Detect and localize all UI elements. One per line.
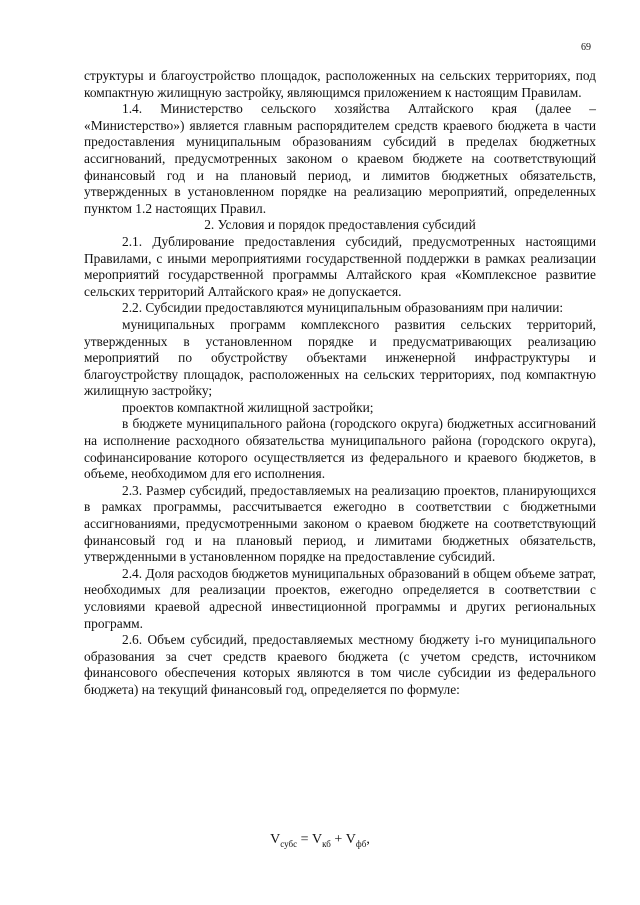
formula-term-2-sub: фб — [355, 838, 367, 849]
formula-term-1-sub: кб — [322, 838, 331, 849]
formula-lhs: V — [270, 832, 281, 847]
formula-tail: , — [366, 832, 370, 847]
paragraph-2-2-item-1: муниципальных программ комплексного развития сельских территорий, утвержденных в установленном порядке и предусматривающих реализацию мероприятий по обустройству объектами инженерной инфраструктуры и благоустройству площадок, расположенных на сельских территориях, под компактную жилищную застройку; — [84, 316, 596, 399]
paragraph-continuation: структуры и благоустройство площадок, расположенных на сельских территориях, под компактную жилищную застройку, являющимся приложением к настоящим Правилам. — [84, 68, 596, 100]
formula-plus: + — [330, 832, 346, 847]
paragraph-2-1: 2.1. Дублирование предоставления субсидий, предусмотренных настоящими Правилами, с иными мероприятиями государственной поддержки в рамках реализации мероприятий государственной программы Алтайского края «Комплексное развитие сельских территорий Алтайского края» не допускается. — [84, 233, 596, 299]
paragraph-1-4: 1.4. Министерство сельского хозяйства Алтайского края (далее – «Министерство») является главным распорядителем средств краевого бюджета в части предоставления муниципальным образованиям субсидий в пределах бюджетных ассигнований, предусмотренных законом о краевом бюджете на соответствующий финансовый год и на плановый период, и лимитов бюджетных обязательств, утвержденных в установленном порядке на реализацию мероприятий, определенных пунктом 1.2 настоящих Правил. — [84, 101, 596, 216]
page-number: 69 — [581, 42, 591, 53]
paragraph-2-2-item-2: проектов компактной жилищной застройки; — [122, 399, 374, 415]
formula-term-1: V — [312, 832, 323, 847]
paragraph-2-3: 2.3. Размер субсидий, предоставляемых на реализацию проектов, планирующихся в рамках программы, рассчитывается ежегодно в соответствии с бюджетными ассигнованиями, предусмотренными законом о краевом бюджете на соответствующий финансовый год и на плановый период, и лимитами бюджетных обязательств, утвержденными в установленном порядке на предоставление субсидий. — [84, 482, 596, 565]
section-heading: 2. Условия и порядок предоставления субсидий — [204, 217, 476, 233]
paragraph-2-2: 2.2. Субсидии предоставляются муниципальным образованиям при наличии: — [122, 300, 564, 316]
formula — [0, 832, 640, 849]
paragraph-2-6: 2.6. Объем субсидий, предоставляемых местному бюджету i-го муниципального образования за счет средств краевого бюджета (с учетом средств, источником финансового обеспечения которых являются в том числе субсидии из федерального бюджета) на текущий финансовый год, определяется по формуле: — [84, 632, 596, 697]
paragraph-2-2-item-3: в бюджете муниципального района (городского округа) бюджетных ассигнований на исполнение расходного обязательства муниципального района (городского округа), софинансирование которого осуществляется из федерального и краевого бюджетов, в объеме, необходимом для его исполнения. — [84, 416, 596, 482]
paragraph-2-4: 2.4. Доля расходов бюджетов муниципальных образований в общем объеме затрат, необходимых для реализации проектов, ежегодно определяется в соответствии с условиями краевой адресной инвестиционной программы и других региональных программ. — [84, 565, 596, 631]
formula-term-2: V — [345, 832, 356, 847]
formula-lhs-sub: субс — [280, 838, 298, 849]
formula-eq: = — [297, 832, 313, 847]
document-body — [84, 68, 596, 699]
